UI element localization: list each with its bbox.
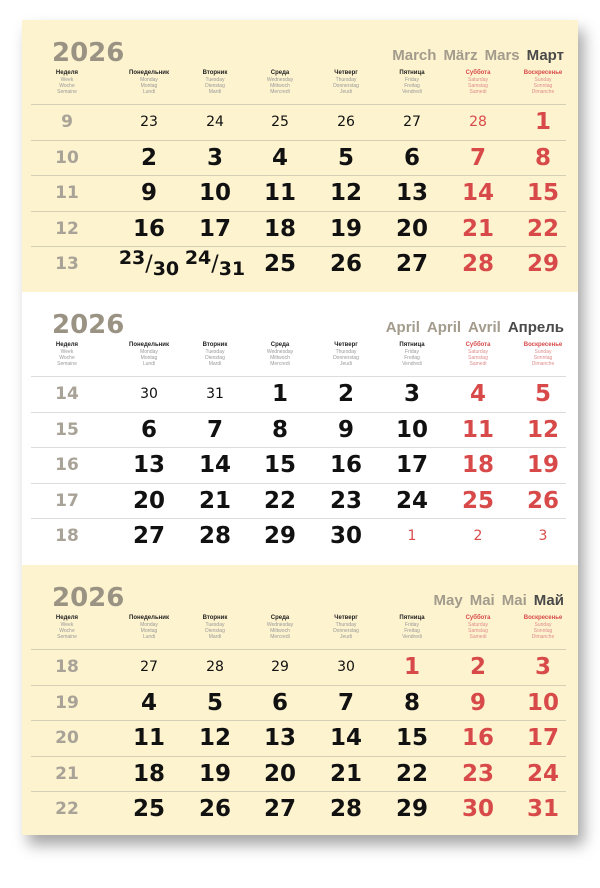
- day-cell[interactable]: 17: [526, 725, 559, 751]
- day-cell[interactable]: 15: [263, 452, 296, 478]
- weekday-header-cell: [511, 615, 575, 640]
- weekday-name: Пятница: [399, 615, 425, 621]
- month-name: April: [385, 319, 420, 336]
- day-cell[interactable]: 19: [526, 452, 559, 478]
- week-row: [31, 140, 566, 176]
- weekday-translation: Tuesday: [205, 77, 225, 83]
- day-cell[interactable]: 26: [526, 487, 559, 514]
- weekday-header-cell: [35, 615, 99, 640]
- day-cell[interactable]: 30: [329, 523, 362, 549]
- week-number: 17: [55, 490, 79, 511]
- week-row: [31, 175, 566, 211]
- month-name: Апрель: [507, 319, 564, 336]
- day-cell[interactable]: 5: [534, 381, 551, 407]
- week-number: 11: [55, 183, 79, 203]
- day-cell[interactable]: 27: [132, 523, 165, 549]
- weekday-header-cell: [183, 342, 247, 367]
- weekday-translation: Dienstag: [205, 628, 225, 634]
- weekday-translation: Sonntag: [533, 355, 553, 361]
- day-cell[interactable]: 4: [140, 689, 157, 716]
- day-cell[interactable]: 25: [263, 251, 296, 277]
- day-cell[interactable]: 18: [132, 760, 165, 787]
- day-cell[interactable]: 30: [461, 796, 494, 822]
- adjacent-month-day[interactable]: 23: [140, 114, 158, 130]
- weekday-translation: Week: [60, 77, 74, 83]
- weekday-header-cell: [446, 342, 510, 367]
- month-names: [379, 319, 564, 336]
- day-cell[interactable]: 3: [534, 654, 551, 680]
- day-cell[interactable]: 8: [271, 416, 288, 443]
- month-name: May: [433, 592, 463, 609]
- week-row: [31, 376, 566, 412]
- weekday-translation: Mardi: [208, 634, 222, 640]
- weekday-name: Среда: [270, 70, 290, 76]
- weekday-name: Суббота: [465, 342, 491, 348]
- weekday-translation: Saturday: [467, 77, 488, 83]
- weekday-translation: Donnerstag: [333, 83, 359, 89]
- weekday-translation: Wednesday: [266, 349, 294, 355]
- week-row: [31, 483, 566, 519]
- week-number: 9: [61, 112, 73, 132]
- weekday-name: Пятница: [399, 70, 425, 76]
- week-row: [31, 211, 566, 247]
- adjacent-month-day[interactable]: 30: [337, 659, 355, 675]
- weekday-translation: Semaine: [57, 361, 77, 367]
- weekday-name: Неделя: [55, 615, 79, 621]
- adjacent-month-day[interactable]: 30: [140, 386, 158, 402]
- weekday-translation: Montag: [140, 628, 158, 634]
- weekday-name: Воскресенье: [523, 342, 563, 348]
- adjacent-month-day[interactable]: 28: [469, 114, 487, 130]
- weekday-name: Воскресенье: [523, 70, 563, 76]
- day-cell[interactable]: 2: [469, 654, 486, 680]
- adjacent-month-day[interactable]: 27: [140, 659, 158, 675]
- day-number: 24: [184, 247, 212, 269]
- month-block-april: [22, 292, 578, 565]
- day-cell[interactable]: 18: [461, 452, 494, 478]
- adjacent-month-day[interactable]: 31: [206, 386, 224, 402]
- day-cell[interactable]: 10: [198, 180, 231, 206]
- day-cell[interactable]: 11: [263, 180, 296, 206]
- month-name: März: [443, 47, 478, 64]
- week-number: 15: [55, 419, 79, 440]
- month-name: Mai: [501, 592, 527, 609]
- week-number: 14: [55, 384, 79, 404]
- weekday-header-cell: [248, 70, 312, 95]
- day-cell[interactable]: 28: [198, 523, 231, 549]
- weekday-translation: Sunday: [534, 349, 552, 355]
- weekday-translation: Semaine: [57, 634, 77, 640]
- day-cell[interactable]: 9: [140, 180, 157, 206]
- week-row: [31, 649, 566, 685]
- weekday-translation: Semaine: [57, 89, 77, 95]
- day-cell[interactable]: 5: [337, 144, 354, 171]
- week-number: 13: [55, 254, 79, 274]
- weekday-header: [22, 615, 578, 647]
- week-number: 19: [55, 692, 79, 713]
- weekday-header-cell: [380, 70, 444, 95]
- day-cell[interactable]: 23: [329, 487, 362, 514]
- weekday-translation: Saturday: [467, 622, 488, 628]
- week-row: [31, 720, 566, 756]
- day-cell[interactable]: 11: [132, 725, 165, 751]
- week-row: [31, 756, 566, 792]
- day-cell[interactable]: 8: [403, 689, 420, 716]
- day-cell[interactable]: 2: [140, 144, 157, 171]
- weekday-translation: Woche: [59, 83, 75, 89]
- month-name: Mars: [484, 47, 520, 64]
- adjacent-month-day[interactable]: 1: [407, 528, 417, 544]
- weekday-translation: Woche: [59, 628, 75, 634]
- weekday-name: Вторник: [202, 342, 228, 348]
- weekday-translation: Tuesday: [205, 349, 225, 355]
- day-cell[interactable]: 10: [395, 416, 428, 443]
- day-cell[interactable]: [117, 247, 181, 281]
- day-cell[interactable]: 20: [263, 760, 296, 787]
- weekday-name: Понедельник: [129, 342, 169, 348]
- day-cell[interactable]: 12: [329, 180, 362, 206]
- adjacent-month-day[interactable]: 3: [538, 528, 548, 544]
- day-cell[interactable]: 7: [206, 416, 223, 443]
- day-cell[interactable]: 16: [132, 215, 165, 242]
- split-slash: /: [211, 252, 219, 277]
- weekday-header-cell: [511, 70, 575, 95]
- weekday-translation: Tuesday: [205, 622, 225, 628]
- weekday-header-cell: [117, 342, 181, 367]
- weekday-translation: Mittwoch: [270, 355, 290, 361]
- weekday-translation: Friday: [405, 349, 419, 355]
- month-names: [427, 592, 564, 609]
- week-number: 16: [55, 455, 79, 475]
- day-cell[interactable]: 24: [395, 487, 428, 514]
- week-row: [31, 791, 566, 827]
- weekday-translation: Dienstag: [205, 355, 225, 361]
- day-cell[interactable]: 19: [329, 215, 362, 242]
- adjacent-month-day[interactable]: 24: [206, 114, 224, 130]
- day-cell[interactable]: 22: [263, 487, 296, 514]
- split-slash: /: [145, 252, 153, 277]
- week-number: 21: [55, 763, 79, 784]
- day-cell[interactable]: 24: [526, 760, 559, 787]
- adjacent-month-day[interactable]: 2: [473, 528, 483, 544]
- weekday-name: Среда: [270, 615, 290, 621]
- weekday-translation: Lundi: [142, 89, 156, 95]
- weekday-translation: Sonntag: [533, 628, 553, 634]
- weekday-translation: Wednesday: [266, 622, 294, 628]
- weekday-name: Четверг: [334, 615, 358, 621]
- weekday-header-cell: [314, 70, 378, 95]
- weekday-header-cell: [35, 342, 99, 367]
- day-cell[interactable]: 6: [271, 689, 288, 716]
- day-cell[interactable]: 23: [461, 760, 494, 787]
- weekday-header: [22, 70, 578, 102]
- day-cell[interactable]: 21: [198, 487, 231, 514]
- month-name: March: [392, 47, 437, 64]
- day-cell[interactable]: 4: [271, 144, 288, 171]
- weekday-translation: Lundi: [142, 634, 156, 640]
- day-cell[interactable]: 16: [329, 452, 362, 478]
- day-cell[interactable]: 20: [132, 487, 165, 514]
- day-cell[interactable]: 6: [403, 144, 420, 171]
- weekday-translation: Donnerstag: [333, 355, 359, 361]
- weekday-translation: Freitag: [404, 83, 420, 89]
- adjacent-month-day[interactable]: 28: [206, 659, 224, 675]
- day-cell[interactable]: 21: [329, 760, 362, 787]
- weekday-header-cell: [248, 342, 312, 367]
- day-cell[interactable]: 28: [329, 796, 362, 822]
- weekday-translation: Jeudi: [340, 634, 352, 640]
- day-cell[interactable]: 1: [534, 109, 551, 135]
- day-cell[interactable]: 25: [461, 487, 494, 514]
- weekday-translation: Monday: [140, 77, 158, 83]
- weekday-translation: Samedi: [469, 634, 487, 640]
- weekday-name: Четверг: [334, 342, 358, 348]
- weekday-translation: Mercredi: [270, 89, 290, 95]
- week-rows: [31, 649, 566, 827]
- day-cell[interactable]: 8: [534, 144, 551, 171]
- day-cell[interactable]: 29: [263, 523, 296, 549]
- weekday-translation: Samedi: [469, 361, 487, 367]
- day-cell[interactable]: 25: [132, 796, 165, 822]
- day-cell[interactable]: 7: [337, 689, 354, 716]
- day-cell[interactable]: 2: [337, 381, 354, 407]
- weekday-translation: Woche: [59, 355, 75, 361]
- day-cell[interactable]: 14: [198, 452, 231, 478]
- week-number: 20: [55, 728, 79, 748]
- weekday-header-cell: [380, 615, 444, 640]
- weekday-header-cell: [446, 615, 510, 640]
- weekday-header: [22, 342, 578, 374]
- weekday-header-cell: [183, 615, 247, 640]
- day-cell[interactable]: 11: [461, 416, 494, 443]
- weekday-translation: Samedi: [469, 89, 487, 95]
- day-cell[interactable]: 12: [198, 725, 231, 751]
- weekday-name: Суббота: [465, 70, 491, 76]
- weekday-header-cell: [314, 615, 378, 640]
- weekday-translation: Dimanche: [531, 361, 555, 367]
- week-number: 22: [55, 799, 79, 819]
- weekday-translation: Vendredi: [402, 89, 422, 95]
- weekday-name: Вторник: [202, 70, 228, 76]
- day-cell[interactable]: 19: [198, 760, 231, 787]
- weekday-translation: Donnerstag: [333, 628, 359, 634]
- year-label: 2026: [52, 38, 125, 68]
- adjacent-month-day[interactable]: 25: [271, 114, 289, 130]
- weekday-name: Среда: [270, 342, 290, 348]
- weekday-translation: Mercredi: [270, 634, 290, 640]
- week-number: 18: [55, 657, 79, 677]
- weekday-translation: Dimanche: [531, 634, 555, 640]
- day-cell[interactable]: 28: [461, 251, 494, 277]
- weekday-name: Неделя: [55, 70, 79, 76]
- week-row: [31, 246, 566, 282]
- adjacent-month-day[interactable]: 26: [337, 114, 355, 130]
- day-cell[interactable]: 14: [461, 180, 494, 206]
- week-number: 10: [55, 147, 79, 168]
- weekday-translation: Freitag: [404, 355, 420, 361]
- weekday-header-cell: [117, 615, 181, 640]
- month-name: Март: [526, 47, 564, 64]
- adjacent-month-day[interactable]: 27: [403, 114, 421, 130]
- day-cell[interactable]: 27: [263, 796, 296, 822]
- weekday-translation: Samstag: [468, 355, 488, 361]
- weekday-translation: Friday: [405, 77, 419, 83]
- weekday-translation: Montag: [140, 355, 158, 361]
- day-cell[interactable]: 31: [526, 796, 559, 822]
- weekday-header-cell: [314, 342, 378, 367]
- day-cell[interactable]: 13: [395, 180, 428, 206]
- day-cell[interactable]: 26: [198, 796, 231, 822]
- day-cell[interactable]: 5: [206, 689, 223, 716]
- weekday-name: Неделя: [55, 342, 79, 348]
- day-cell[interactable]: 15: [395, 725, 428, 751]
- weekday-translation: Jeudi: [340, 89, 352, 95]
- day-number-second: 30: [152, 258, 180, 280]
- day-cell[interactable]: 29: [395, 796, 428, 822]
- weekday-translation: Friday: [405, 622, 419, 628]
- day-cell[interactable]: 27: [395, 251, 428, 277]
- month-name: Avril: [468, 319, 501, 336]
- weekday-translation: Sunday: [534, 622, 552, 628]
- day-cell[interactable]: 6: [140, 416, 157, 443]
- weekday-translation: Mardi: [208, 89, 222, 95]
- weekday-translation: Mittwoch: [270, 83, 290, 89]
- weekday-translation: Wednesday: [266, 77, 294, 83]
- day-cell[interactable]: 20: [395, 215, 428, 242]
- weekday-translation: Week: [60, 349, 74, 355]
- day-cell[interactable]: 3: [403, 381, 420, 407]
- weekday-name: Суббота: [465, 615, 491, 621]
- day-number-second: 31: [218, 258, 246, 280]
- weekday-translation: Mercredi: [270, 361, 290, 367]
- day-cell[interactable]: 29: [526, 251, 559, 277]
- weekday-translation: Thursday: [335, 349, 357, 355]
- day-cell[interactable]: 15: [526, 180, 559, 206]
- day-cell[interactable]: 10: [526, 689, 559, 716]
- weekday-name: Вторник: [202, 615, 228, 621]
- weekday-name: Воскресенье: [523, 615, 563, 621]
- day-cell[interactable]: 21: [461, 215, 494, 242]
- weekday-translation: Saturday: [467, 349, 488, 355]
- day-cell[interactable]: 1: [403, 654, 420, 680]
- weekday-translation: Vendredi: [402, 361, 422, 367]
- weekday-translation: Sunday: [534, 77, 552, 83]
- year-label: 2026: [52, 583, 125, 613]
- day-cell[interactable]: 17: [198, 215, 231, 242]
- weekday-translation: Dimanche: [531, 89, 555, 95]
- weekday-translation: Mittwoch: [270, 628, 290, 634]
- weekday-header-cell: [35, 70, 99, 95]
- weekday-translation: Mardi: [208, 361, 222, 367]
- day-cell[interactable]: 18: [263, 215, 296, 242]
- year-label: 2026: [52, 310, 125, 340]
- weekday-translation: Lundi: [142, 361, 156, 367]
- weekday-header-cell: [511, 342, 575, 367]
- weekday-translation: Monday: [140, 349, 158, 355]
- month-names: [385, 47, 564, 64]
- month-name: April: [426, 319, 462, 336]
- weekday-translation: Sonntag: [533, 83, 553, 89]
- day-cell[interactable]: 14: [329, 725, 362, 751]
- day-cell[interactable]: 22: [526, 215, 559, 242]
- month-block-may: [22, 565, 578, 835]
- week-row: [31, 412, 566, 448]
- week-row: [31, 104, 566, 140]
- day-cell[interactable]: 7: [469, 144, 486, 171]
- weekday-name: Четверг: [334, 70, 358, 76]
- weekday-translation: Samstag: [468, 628, 488, 634]
- day-cell[interactable]: 17: [395, 452, 428, 478]
- weekday-translation: Montag: [140, 83, 158, 89]
- weekday-name: Понедельник: [129, 615, 169, 621]
- calendar-sheet: [22, 20, 578, 835]
- month-name: Май: [533, 592, 564, 609]
- weekday-translation: Dienstag: [205, 83, 225, 89]
- week-rows: [31, 104, 566, 282]
- day-cell[interactable]: 13: [132, 452, 165, 478]
- day-cell[interactable]: 9: [469, 689, 486, 716]
- weekday-translation: Samstag: [468, 83, 488, 89]
- day-cell[interactable]: 13: [263, 725, 296, 751]
- weekday-translation: Monday: [140, 622, 158, 628]
- day-cell[interactable]: 9: [337, 416, 354, 443]
- day-cell[interactable]: 1: [271, 381, 288, 407]
- weekday-name: Пятница: [399, 342, 425, 348]
- month-block-march: [22, 20, 578, 292]
- day-cell[interactable]: 4: [469, 381, 486, 407]
- weekday-header-cell: [248, 615, 312, 640]
- adjacent-month-day[interactable]: 29: [271, 659, 289, 675]
- week-number: 12: [55, 218, 79, 239]
- weekday-header-cell: [446, 70, 510, 95]
- weekday-translation: Thursday: [335, 77, 357, 83]
- weekday-translation: Jeudi: [340, 361, 352, 367]
- week-row: [31, 685, 566, 721]
- weekday-header-cell: [117, 70, 181, 95]
- day-cell[interactable]: 16: [461, 725, 494, 751]
- day-cell[interactable]: 12: [526, 416, 559, 443]
- day-cell[interactable]: 3: [206, 144, 223, 171]
- weekday-name: Понедельник: [129, 70, 169, 76]
- weekday-translation: Week: [60, 622, 74, 628]
- weekday-translation: Thursday: [335, 622, 357, 628]
- day-cell[interactable]: 22: [395, 760, 428, 787]
- day-number: 23: [118, 247, 146, 269]
- day-cell[interactable]: [183, 247, 247, 281]
- weekday-header-cell: [380, 342, 444, 367]
- week-row: [31, 518, 566, 554]
- week-number: 18: [55, 526, 79, 546]
- week-row: [31, 447, 566, 483]
- weekday-translation: Freitag: [404, 628, 420, 634]
- weekday-header-cell: [183, 70, 247, 95]
- week-rows: [31, 376, 566, 554]
- day-cell[interactable]: 26: [329, 251, 362, 277]
- weekday-translation: Vendredi: [402, 634, 422, 640]
- month-name: Mai: [469, 592, 495, 609]
